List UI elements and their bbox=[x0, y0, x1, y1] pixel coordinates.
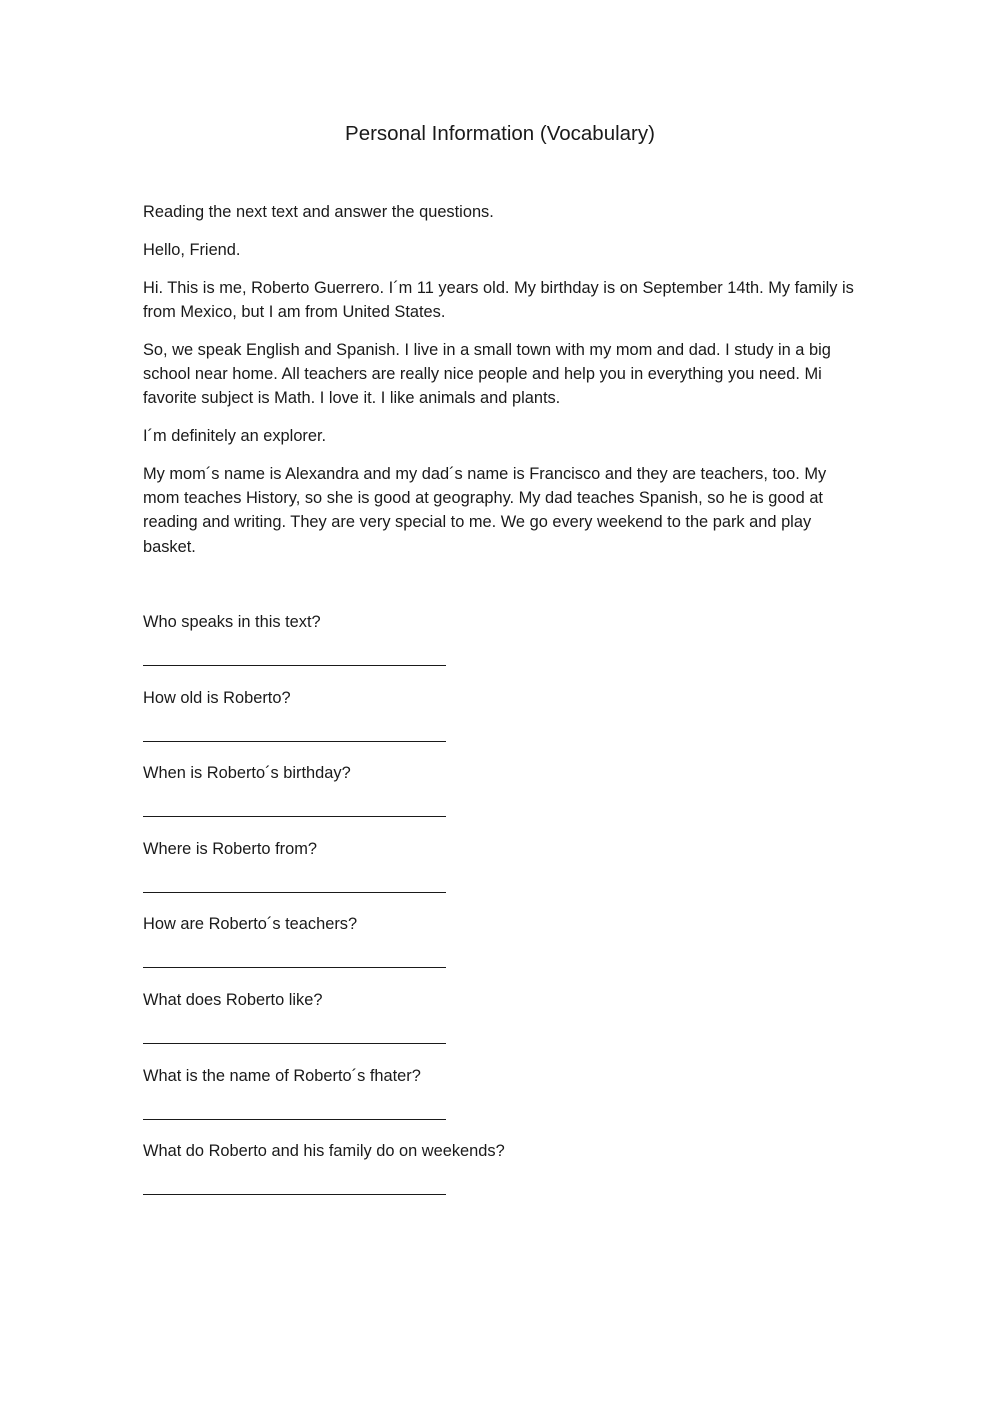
question-item bbox=[143, 761, 855, 837]
question-text: How old is Roberto? bbox=[143, 688, 291, 707]
question-item bbox=[143, 1064, 855, 1140]
page-title: Personal Information (Vocabulary) bbox=[345, 122, 655, 145]
answer-line[interactable] bbox=[143, 1194, 446, 1195]
question-text: What does Roberto like? bbox=[143, 990, 323, 1009]
questions-list bbox=[143, 610, 855, 1215]
answer-line[interactable] bbox=[143, 741, 446, 742]
question-item bbox=[143, 912, 855, 988]
reading-text bbox=[143, 200, 855, 573]
question-text: What is the name of Roberto´s fhater? bbox=[143, 1066, 421, 1085]
question-text: Who speaks in this text? bbox=[143, 613, 321, 631]
instructions: Reading the next text and answer the questions. bbox=[143, 203, 494, 221]
question-item bbox=[143, 686, 855, 762]
paragraph-intro: Hi. This is me, Roberto Guerrero. I´m 11 years old. My birthday is on September 14th. My family is from Mexico, but I am from United States. bbox=[143, 278, 854, 321]
question-text: Where is Roberto from? bbox=[143, 839, 317, 858]
answer-line[interactable] bbox=[143, 967, 446, 968]
paragraph-family: My mom´s name is Alexandra and my dad´s name is Francisco and they are teachers, too. My mom teaches History, so she is good at geography. My dad teaches Spanish, so he is good at reading and writing. They are very special to me. We go every weekend to the park and play basket. bbox=[143, 464, 827, 556]
question-item bbox=[143, 610, 855, 686]
answer-line[interactable] bbox=[143, 1119, 446, 1120]
question-text: When is Roberto´s birthday? bbox=[143, 764, 351, 783]
question-item bbox=[143, 988, 855, 1064]
answer-line[interactable] bbox=[143, 892, 446, 893]
answer-line[interactable] bbox=[143, 665, 446, 666]
paragraph-school: So, we speak English and Spanish. I live in a small town with my mom and dad. I study in a big school near home. All teachers are really nice people and help you in everything you need. Mi favorite subject is Math. I love it. I like animals and plants. bbox=[143, 340, 831, 408]
answer-line[interactable] bbox=[143, 816, 446, 817]
question-item bbox=[143, 1139, 855, 1215]
question-text: What do Roberto and his family do on weekends? bbox=[143, 1142, 505, 1161]
paragraph-explorer: I´m definitely an explorer. bbox=[143, 427, 327, 446]
greeting: Hello, Friend. bbox=[143, 240, 241, 259]
answer-line[interactable] bbox=[143, 1043, 446, 1044]
question-item bbox=[143, 837, 855, 913]
question-text: How are Roberto´s teachers? bbox=[143, 915, 358, 934]
